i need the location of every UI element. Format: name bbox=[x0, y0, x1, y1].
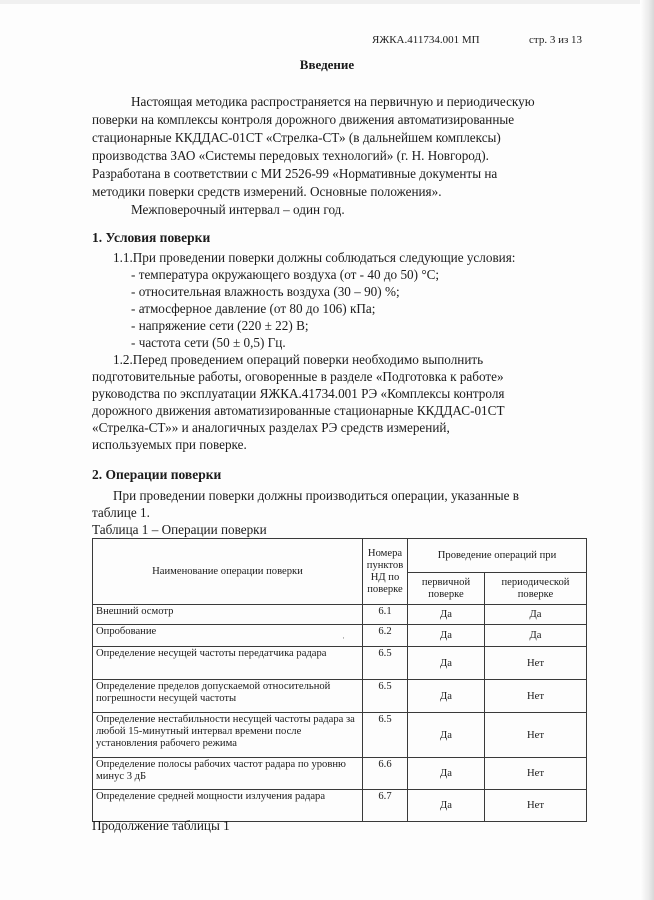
operation-name: Определение пределов допускаемой относительной погрешности несущей частоты bbox=[93, 680, 363, 713]
section-1-line: используемых при поверке. bbox=[92, 437, 247, 452]
condition-item: - атмосферное давление (от 80 до 106) кПа; bbox=[131, 301, 376, 316]
operation-periodic: Нет bbox=[485, 647, 587, 680]
operation-name: Определение несущей частоты передатчика радара bbox=[93, 647, 363, 680]
table-row bbox=[93, 790, 587, 822]
operation-primary: Да bbox=[408, 680, 485, 713]
operation-periodic: Нет bbox=[485, 790, 587, 822]
operation-name: Определение нестабильности несущей частоты радара за любой 15-минутный интервал времени после установления рабочего режима bbox=[93, 713, 363, 758]
operation-periodic: Нет bbox=[485, 713, 587, 758]
intro-line: производства ЗАО «Системы передовых технологий» (г. Н. Новгород). bbox=[92, 148, 489, 163]
intro-line: Разработана в соответствии с МИ 2526-99 «Нормативные документы на bbox=[92, 166, 498, 181]
intro-title: Введение bbox=[299, 57, 355, 72]
col-header-periodic: периодической поверке bbox=[485, 573, 587, 605]
section-1-line: дорожного движения автоматизированные стационарные ККДДАС-01СТ bbox=[92, 403, 505, 418]
operation-item: 6.5 bbox=[363, 713, 408, 758]
section-1-line: «Стрелка-СТ»» и аналогичных разделах РЭ средств измерений, bbox=[92, 420, 450, 435]
intro-line: Настоящая методика распространяется на первичную и периодическую bbox=[131, 94, 535, 109]
condition-item: - напряжение сети (220 ± 22) В; bbox=[131, 318, 309, 333]
intro-line: поверки на комплексы контроля дорожного движения автоматизированные bbox=[92, 112, 515, 127]
table-row bbox=[93, 625, 587, 647]
intro-line: методики поверки средств измерений. Основные положения». bbox=[92, 184, 442, 199]
section-1-line: 1.1.При проведении поверки должны соблюдаться следующие условия: bbox=[113, 250, 516, 265]
operation-primary: Да bbox=[408, 625, 485, 647]
operation-item: 6.2 bbox=[363, 625, 408, 647]
operation-primary: Да bbox=[408, 647, 485, 680]
operation-item: 6.5 bbox=[363, 680, 408, 713]
condition-item: - температура окружающего воздуха (от - 40 до 50) °С; bbox=[131, 267, 440, 282]
condition-item: - частота сети (50 ± 0,5) Гц. bbox=[131, 335, 286, 350]
section-1-line: руководства по эксплуатации ЯЖКА.41734.001 РЭ «Комплексы контроля bbox=[92, 386, 505, 401]
operation-name: Внешний осмотр bbox=[93, 605, 363, 625]
page-right-edge bbox=[640, 0, 654, 900]
operation-periodic: Нет bbox=[485, 758, 587, 790]
intro-line: стационарные ККДДАС-01СТ «Стрелка-СТ» (в дальнейшем комплексы) bbox=[92, 130, 501, 145]
operations-table bbox=[92, 538, 587, 822]
operation-primary: Да bbox=[408, 790, 485, 822]
operation-primary: Да bbox=[408, 713, 485, 758]
operation-name: Определение средней мощности излучения радара bbox=[93, 790, 363, 822]
operation-periodic: Нет bbox=[485, 680, 587, 713]
table-row bbox=[93, 680, 587, 713]
table-continuation: Продолжение таблицы 1 bbox=[92, 818, 230, 833]
page-top-edge bbox=[0, 0, 654, 4]
table-row bbox=[93, 758, 587, 790]
table-header-row bbox=[93, 539, 587, 573]
operation-periodic: Да bbox=[485, 605, 587, 625]
col-header-group: Проведение операций при bbox=[408, 539, 587, 573]
operation-primary: Да bbox=[408, 605, 485, 625]
condition-item: - относительная влажность воздуха (30 – 90) %; bbox=[131, 284, 400, 299]
col-header-primary: первичной поверке bbox=[408, 573, 485, 605]
operation-name: Определение полосы рабочих частот радара по уровню минус 3 дБ bbox=[93, 758, 363, 790]
table-row bbox=[93, 647, 587, 680]
section-2-line: При проведении поверки должны производиться операции, указанные в bbox=[113, 488, 520, 503]
section-1-heading: 1. Условия поверки bbox=[92, 230, 211, 245]
operation-item: 6.1 bbox=[363, 605, 408, 625]
operation-item: 6.6 bbox=[363, 758, 408, 790]
operation-primary: Да bbox=[408, 758, 485, 790]
operation-periodic: Да bbox=[485, 625, 587, 647]
intro-line: Межповерочный интервал – один год. bbox=[131, 202, 345, 217]
operation-item: 6.7 bbox=[363, 790, 408, 822]
section-1-line: 1.2.Перед проведением операций поверки необходимо выполнить bbox=[113, 352, 484, 367]
table-row bbox=[93, 713, 587, 758]
col-header-name: Наименование операции поверки bbox=[93, 539, 363, 605]
doc-code: ЯЖКА.411734.001 МП bbox=[372, 34, 480, 46]
section-2-heading: 2. Операции поверки bbox=[92, 467, 222, 482]
table-caption: Таблица 1 – Операции поверки bbox=[92, 522, 267, 537]
operation-name: Опробование bbox=[93, 625, 363, 647]
section-1-line: подготовительные работы, оговоренные в разделе «Подготовка к работе» bbox=[92, 369, 504, 384]
col-header-items: Номера пунктов НД по поверке bbox=[363, 539, 408, 605]
scan-speck: · bbox=[342, 633, 345, 643]
page-number: стр. 3 из 13 bbox=[529, 34, 583, 46]
table-row bbox=[93, 605, 587, 625]
section-2-line: таблице 1. bbox=[92, 505, 150, 520]
operation-item: 6.5 bbox=[363, 647, 408, 680]
